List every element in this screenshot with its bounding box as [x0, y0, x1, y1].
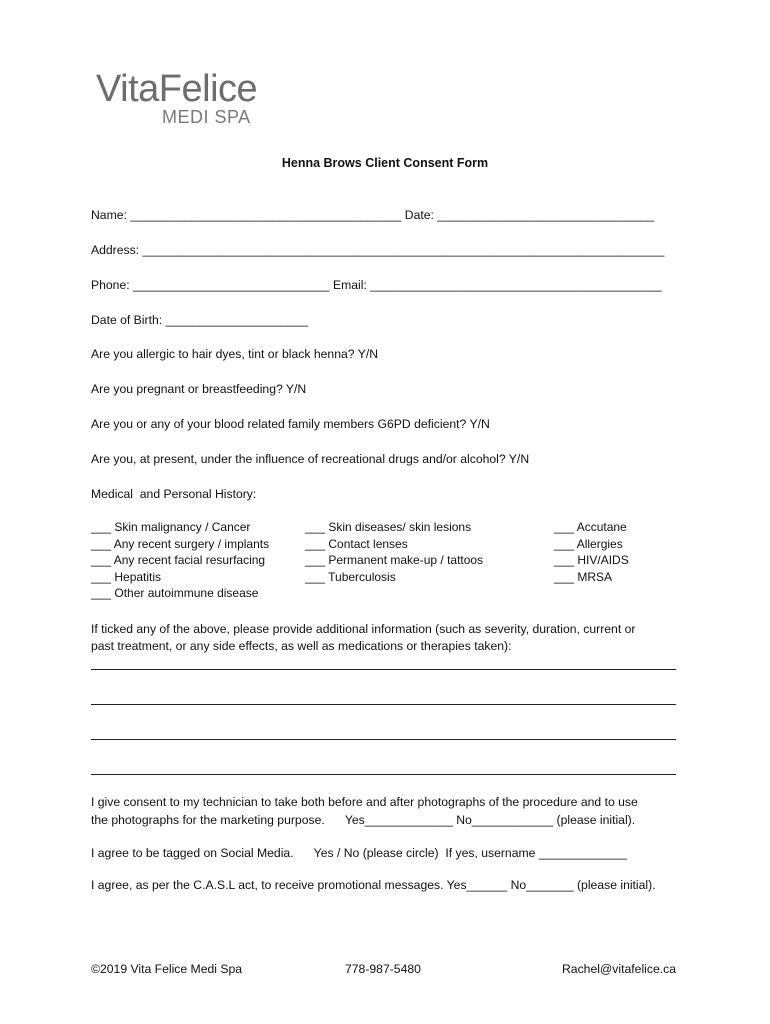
history-item[interactable]: ___ Skin diseases/ skin lesions [305, 520, 472, 534]
additional-info-answer-line[interactable] [91, 739, 676, 740]
history-column-2 [305, 519, 483, 585]
history-item[interactable]: ___ Permanent make-up / tattoos [305, 553, 484, 568]
additional-info-answer-line[interactable] [91, 704, 676, 705]
history-column-1 [91, 519, 269, 602]
photo-consent-line-1: I give consent to my technician to take both before and after photographs of the procedure and to use [91, 795, 638, 809]
logo-wordmark [96, 70, 257, 108]
logo-vita: Vita [96, 68, 159, 110]
footer-email: Rachel@vitafelice.ca [562, 962, 676, 976]
footer-phone: 778-987-5480 [345, 962, 421, 976]
question-allergy: Are you allergic to hair dyes, tint or black henna? Y/N [91, 347, 379, 361]
question-pregnant: Are you pregnant or breastfeeding? Y/N [91, 382, 307, 396]
history-item[interactable]: ___ Tuberculosis [305, 569, 396, 584]
logo-felice: Felice [158, 68, 258, 110]
additional-info-answer-line[interactable] [91, 774, 676, 775]
history-column-3 [554, 519, 629, 585]
history-item[interactable]: ___ Accutane [554, 520, 627, 534]
address-field[interactable]: Address: _____________________________________________________________________________ [91, 243, 665, 257]
question-influence: Are you, at present, under the influence of recreational drugs and/or alcohol? Y/N [91, 452, 530, 466]
form-title: Henna Brows Client Consent Form [281, 156, 489, 170]
additional-info-line-2: past treatment, or any side effects, as well as medications or therapies taken): [91, 639, 512, 653]
history-item[interactable]: ___ HIV/AIDS [554, 553, 629, 568]
history-item[interactable]: ___ Skin malignancy / Cancer [91, 520, 251, 534]
photo-consent-line-2[interactable]: the photographs for the marketing purpose. Yes_____________ No____________ (please initial). [91, 813, 636, 827]
social-media-consent[interactable]: I agree to be tagged on Social Media. Yes / No (please circle) If yes, username _____________ [91, 846, 627, 860]
name-date-field[interactable]: Name: ________________________________________ Date: ________________________________ [91, 208, 655, 222]
dob-field[interactable]: Date of Birth: _____________________ [91, 313, 308, 327]
history-heading: Medical and Personal History: [91, 487, 257, 501]
logo-subtitle: MEDI SPA [162, 107, 251, 127]
additional-info-answer-line[interactable] [91, 669, 676, 670]
history-item[interactable]: ___ Contact lenses [305, 536, 408, 551]
history-item[interactable]: ___ Any recent facial resurfacing [91, 553, 266, 568]
history-item[interactable]: ___ Other autoimmune disease [91, 586, 259, 601]
additional-info-line-1: If ticked any of the above, please provide additional information (such as severity, duration, current or [91, 622, 636, 636]
history-item[interactable]: ___ Hepatitis [91, 569, 162, 584]
history-item[interactable]: ___ Any recent surgery / implants [91, 536, 270, 551]
footer-copyright: ©2019 Vita Felice Medi Spa [91, 962, 243, 976]
casl-consent[interactable]: I agree, as per the C.A.S.L act, to receive promotional messages. Yes______ No_______ (please initial). [91, 878, 656, 892]
phone-email-field[interactable]: Phone: _____________________________ Email: ___________________________________________ [91, 278, 662, 292]
history-item[interactable]: ___ MRSA [554, 569, 613, 584]
history-item[interactable]: ___ Allergies [554, 536, 623, 551]
question-g6pd: Are you or any of your blood related family members G6PD deficient? Y/N [91, 417, 490, 431]
